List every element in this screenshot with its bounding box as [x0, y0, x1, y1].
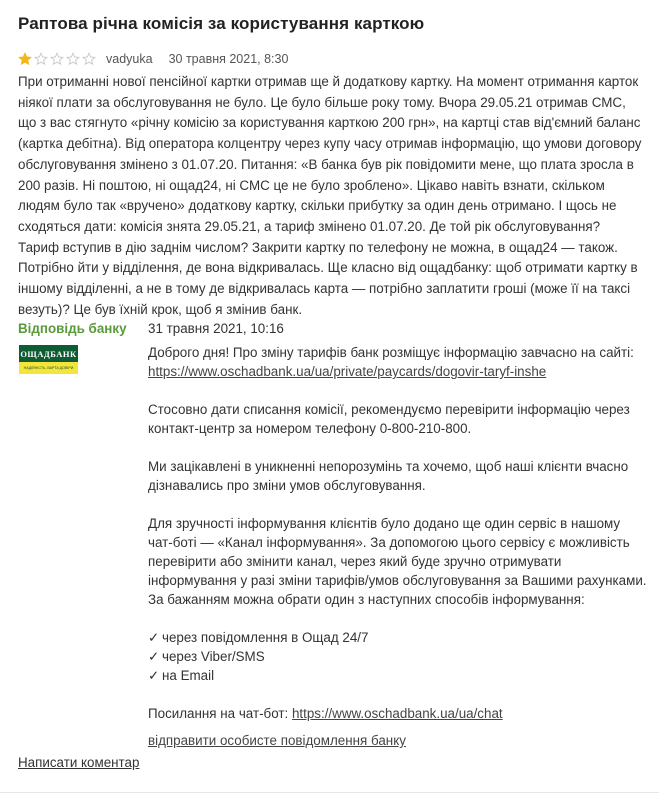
review-text: При отриманні нової пенсійної картки отримав ще й додаткову картку. На момент отримання карток ніякої плати за обслуговування не було. Це було більше року тому. Вчора 29.05.21 отримав СМС, що з вас стягнуто «річну комісію за користування карткою 200 грн», на картці став від'ємний баланс (картка дебітна). Від оператора колцентру через купу часу отримав інформацію, що умови договору обслуговування змінено з 01.07.20. Питання: «В банка був рік повідомити мене, що плата зросла в 200 разів. Ні поштою, ні ощад24, ні СМС це не було зроблено». Цікаво навіть взнати, скільком людям було так «вручено» додаткову картку, скільки прибутку за один день отримано. І щось не сходяться дати: комісія знята 29.05.21, а тариф змінено 01.07.20. Де той рік обслуговування? Тариф вступив в дію заднім числом? Закрити картку по телефону не можна, в ощад24 — також. Потрібно йти у відділення, де вона відкривалась. Ще класно від ощадбанку: щоб отримати картку в іншому відділенні, а не в тому де відкривалась карта — потрібно заплатити гроші (може її на таксі везуть)? Це був їхній крок, щоб я змінив банк.	[18, 74, 642, 317]
chat-label: Посилання на чат-бот:	[148, 706, 292, 721]
check-icon: ✓	[148, 668, 160, 683]
reply-paragraph	[148, 343, 648, 381]
list-item	[148, 647, 648, 666]
list-item	[148, 628, 648, 647]
bank-logo-name: ОЩАДБАНК	[20, 349, 77, 359]
notification-options	[148, 628, 648, 685]
write-comment-link[interactable]: Написати коментар	[18, 755, 140, 770]
chat-link[interactable]: https://www.oschadbank.ua/ua/chat	[291, 706, 503, 721]
option-label: на Email	[162, 668, 215, 683]
reply-paragraph: Стосовно дати списання комісії, рекомендуємо перевірити інформацію через контакт-центр за номером телефону 0-800-210-800.	[148, 402, 630, 436]
reply-greeting: Доброго дня! Про зміну тарифів банк розміщує інформацію завчасно на сайті:	[148, 345, 634, 360]
reply-paragraph: За бажанням можна обрати один з наступних способів інформування:	[148, 592, 585, 607]
check-icon: ✓	[148, 649, 160, 664]
star-icon	[18, 52, 32, 66]
star-icon	[34, 52, 48, 66]
list-item	[148, 666, 648, 685]
bank-logo-tagline: НАДІЙНІСТЬ, ВАРТА ДОВІРИ	[19, 362, 78, 374]
star-icon	[82, 52, 96, 66]
send-message-link[interactable]: відправити особисте повідомлення банку	[148, 733, 406, 748]
review-meta	[18, 51, 288, 67]
bank-reply-label: Відповідь банку	[18, 321, 127, 336]
divider	[0, 792, 659, 793]
bank-reply-body	[148, 343, 648, 750]
bank-logo	[19, 345, 78, 374]
option-label: через Viber/SMS	[162, 649, 265, 664]
rating-stars	[18, 52, 96, 66]
star-icon	[66, 52, 80, 66]
tariff-link[interactable]: https://www.oschadbank.ua/ua/private/paycards/dogovir-taryf-inshe	[148, 364, 547, 379]
check-icon: ✓	[148, 630, 160, 645]
star-icon	[50, 52, 64, 66]
review-date: 30 травня 2021, 8:30	[168, 52, 289, 66]
reply-paragraph: Ми зацікавлені в уникненні непорозумінь та хочемо, щоб наші клієнти вчасно дізнавались про зміни умов обслуговування.	[148, 459, 629, 493]
reply-paragraph: Для зручності інформування клієнтів було додано ще один сервіс в нашому чат-боті — «Канал інформування». За допомогою цього сервісу є можливість перевірити або змінити канал, через який буде зручно отримувати інформування у разі зміни тарифів/умов обслуговування за Вашими рахунками.	[148, 516, 647, 588]
bank-reply-date: 31 травня 2021, 10:16	[148, 321, 284, 336]
chat-link-paragraph	[148, 704, 648, 723]
review-title: Раптова річна комісія за користування карткою	[18, 14, 425, 33]
review-author: vadyuka	[106, 52, 153, 66]
option-label: через повідомлення в Ощад 24/7	[162, 630, 369, 645]
